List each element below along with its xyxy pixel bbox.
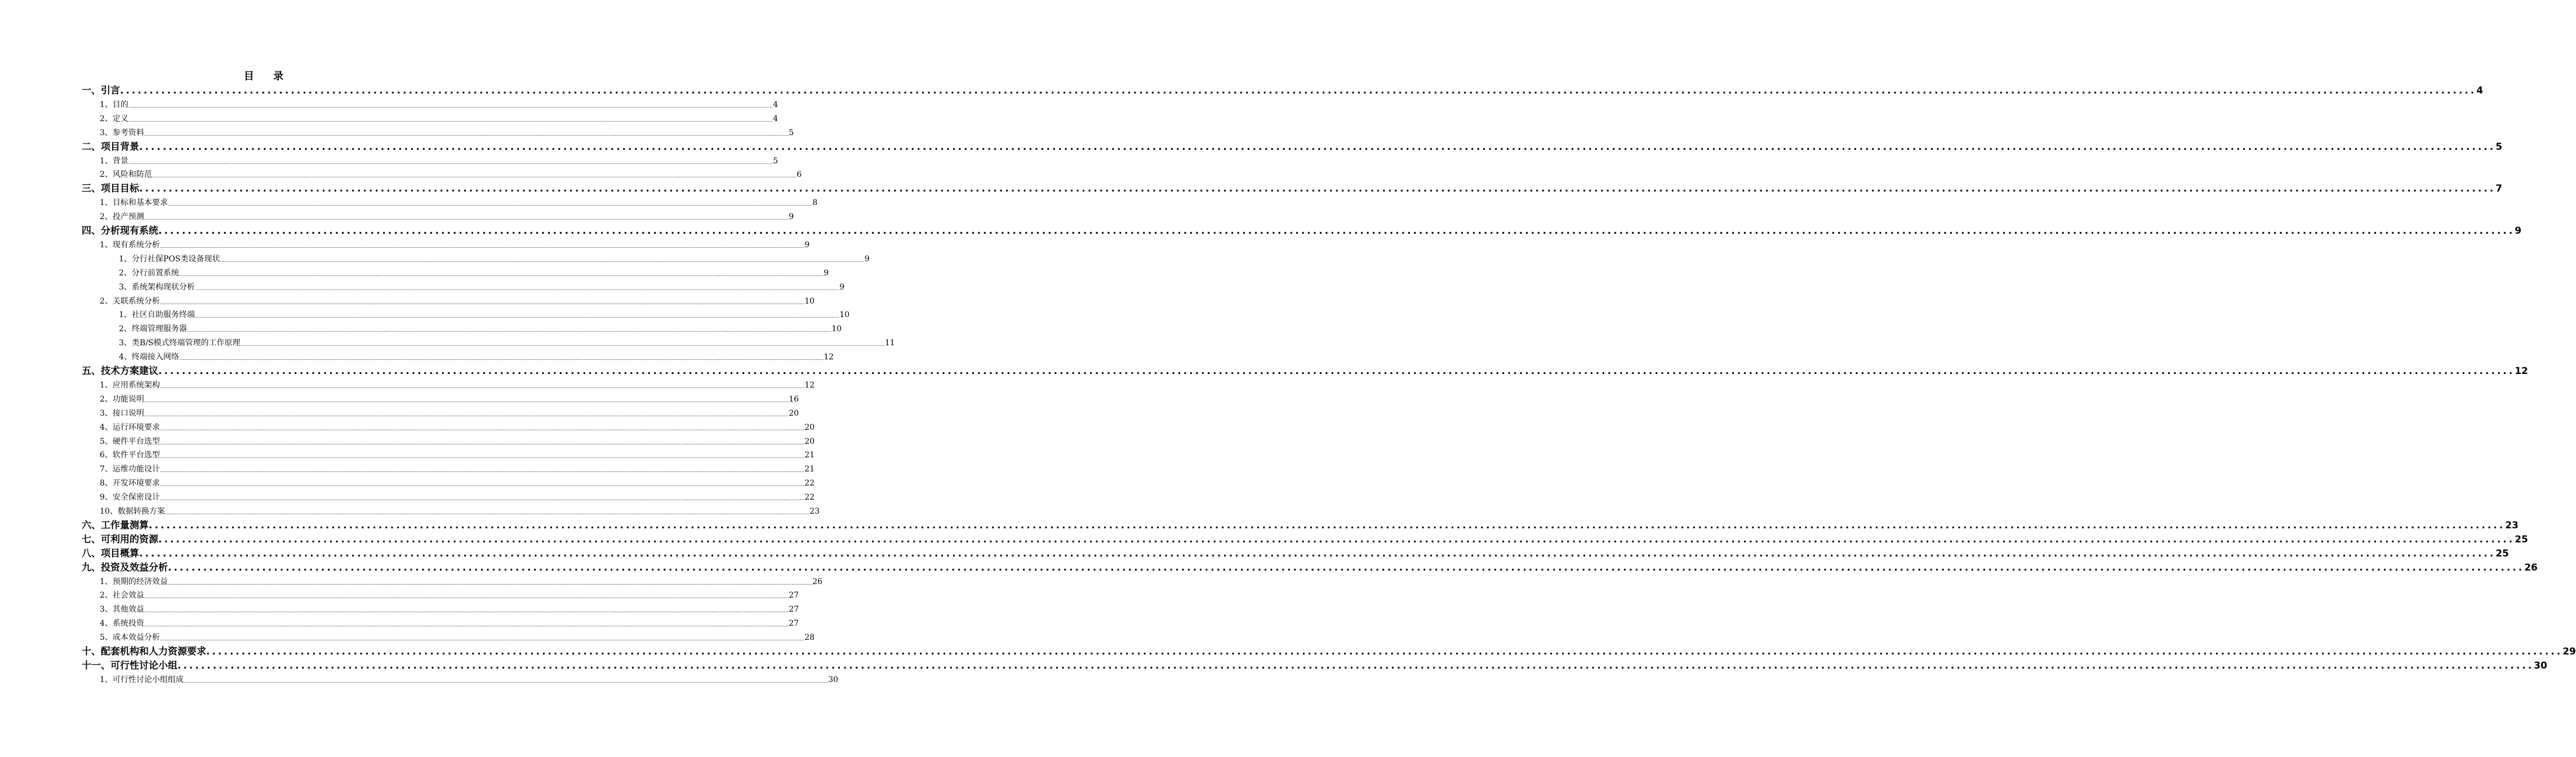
toc-entry-page: 12 [2515, 366, 2528, 377]
toc-entry-page: 28 [804, 633, 815, 642]
toc-entry-page: 22 [804, 493, 815, 502]
toc-leader-dots: ................................................................................................................................................................................................................................................................................................................................................................................................................ [158, 534, 2515, 545]
toc-entry-label: 1、目的 [100, 100, 128, 109]
toc-entry-page: 25 [2495, 548, 2509, 559]
toc-entry[interactable] [100, 462, 815, 477]
toc-entry-label: 十、配套机构和人力资源要求 [82, 646, 206, 657]
toc-entry[interactable] [100, 379, 815, 393]
toc-leader-dots: ................................................................................................................................................................................................................................................................................................................................................................................................................ [159, 426, 805, 432]
toc-leader-dots: ................................................................................................................................................................................................................................................................................................................................................................................................................ [158, 225, 2515, 237]
toc-entry-label: 1、预期的经济效益 [100, 577, 168, 586]
toc-entry-page: 30 [2534, 660, 2547, 671]
toc-entry-page: 9 [864, 255, 870, 264]
toc-leader-dots: ................................................................................................................................................................................................................................................................................................................................................................................................................ [159, 496, 805, 502]
toc-entry[interactable] [82, 659, 2547, 673]
toc-leader-dots: ................................................................................................................................................................................................................................................................................................................................................................................................................ [220, 258, 865, 264]
toc-entry-page: 12 [824, 353, 834, 362]
toc-leader-dots: ................................................................................................................................................................................................................................................................................................................................................................................................................ [206, 646, 2563, 657]
toc-leader-dots: ................................................................................................................................................................................................................................................................................................................................................................................................................ [159, 468, 805, 474]
toc-entry[interactable] [100, 393, 799, 407]
toc-entry[interactable] [100, 603, 799, 617]
toc-entry[interactable] [100, 589, 799, 603]
toc-leader-dots: ................................................................................................................................................................................................................................................................................................................................................................................................................ [159, 482, 805, 488]
toc-leader-dots: ................................................................................................................................................................................................................................................................................................................................................................................................................ [179, 356, 824, 362]
toc-leader-dots: ................................................................................................................................................................................................................................................................................................................................................................................................................ [144, 608, 789, 614]
toc-entry-page: 4 [773, 100, 778, 109]
toc-leader-dots: ................................................................................................................................................................................................................................................................................................................................................................................................................ [159, 440, 805, 446]
toc-entry[interactable] [82, 84, 2484, 98]
toc-entry-page: 23 [809, 507, 820, 516]
toc-entry[interactable] [82, 140, 2503, 154]
toc-entry-page: 25 [2515, 534, 2528, 545]
toc-entry-page: 29 [2562, 646, 2576, 657]
toc-entry-page: 9 [824, 269, 829, 278]
toc-entry-label: 3、系统架构现状分析 [119, 283, 195, 292]
toc-entry[interactable] [100, 477, 815, 491]
toc-leader-dots: ................................................................................................................................................................................................................................................................................................................................................................................................................ [186, 328, 832, 333]
toc-entry-label: 八、项目概算 [82, 548, 139, 559]
toc-leader-dots: ................................................................................................................................................................................................................................................................................................................................................................................................................ [144, 132, 789, 137]
toc-entry-label: 1、现有系统分析 [100, 241, 160, 250]
toc-leader-dots: ................................................................................................................................................................................................................................................................................................................................................................................................................ [144, 412, 789, 418]
toc-leader-dots: ................................................................................................................................................................................................................................................................................................................................................................................................................ [159, 300, 805, 306]
toc-entry-label: 4、运行环境要求 [100, 423, 160, 432]
toc-entry-label: 3、类B/S模式终端管理的工作原理 [119, 339, 241, 348]
toc-entry-label: 九、投资及效益分析 [82, 562, 168, 573]
toc-entry[interactable] [82, 519, 2519, 533]
toc-leader-dots: ................................................................................................................................................................................................................................................................................................................................................................................................................ [167, 581, 813, 586]
toc-entry-label: 1、分行社保POS类设备现状 [119, 255, 220, 264]
toc-leader-dots: ................................................................................................................................................................................................................................................................................................................................................................................................................ [128, 104, 773, 109]
toc-entry-label: 4、终端接入网络 [119, 353, 179, 362]
toc-entry-page: 27 [789, 619, 799, 628]
toc-leader-dots: ................................................................................................................................................................................................................................................................................................................................................................................................................ [158, 366, 2515, 377]
toc-entry[interactable] [100, 154, 778, 168]
toc-entry[interactable] [100, 673, 839, 687]
toc-entry[interactable] [100, 575, 823, 589]
toc-entry-page: 9 [839, 283, 845, 292]
toc-leader-dots: ................................................................................................................................................................................................................................................................................................................................................................................................................ [149, 520, 2506, 531]
toc-entry-page: 26 [812, 577, 823, 586]
toc-entry-page: 21 [804, 451, 815, 460]
toc-entry-page: 22 [804, 479, 815, 488]
toc-leader-dots: ................................................................................................................................................................................................................................................................................................................................................................................................................ [152, 173, 797, 179]
toc-entry[interactable] [100, 631, 815, 645]
toc-entry-label: 5、成本效益分析 [100, 633, 160, 642]
toc-entry[interactable] [100, 505, 820, 519]
toc-entry-page: 5 [773, 157, 778, 166]
toc-entry-page: 20 [804, 423, 815, 432]
toc-entry[interactable] [82, 364, 2528, 379]
toc-leader-dots: ................................................................................................................................................................................................................................................................................................................................................................................................................ [183, 679, 829, 684]
toc-entry[interactable] [100, 126, 794, 140]
toc-entry-label: 1、目标和基本要求 [100, 198, 168, 207]
toc-entry[interactable] [100, 435, 815, 449]
toc-entry[interactable] [100, 112, 778, 126]
toc-entry[interactable] [100, 407, 799, 421]
toc-entry-page: 4 [773, 114, 778, 123]
toc-entry-label: 2、终端管理服务器 [119, 324, 187, 333]
toc-entry-label: 2、风险和防范 [100, 170, 152, 179]
toc-entry[interactable] [119, 322, 842, 336]
toc-entry-page: 20 [789, 409, 799, 418]
toc-entry-label: 3、接口说明 [100, 409, 144, 418]
toc-entry-page: 9 [789, 212, 794, 221]
toc-entry-page: 21 [804, 465, 815, 474]
toc-entry-label: 1、可行性讨论小组组成 [100, 675, 184, 684]
toc-entry[interactable] [119, 252, 870, 266]
toc-entry-label: 1、社区自助服务终端 [119, 310, 195, 319]
toc-entry-label: 三、项目目标 [82, 183, 139, 194]
toc-leader-dots: ................................................................................................................................................................................................................................................................................................................................................................................................................ [167, 202, 813, 207]
toc-entry-page: 10 [831, 324, 842, 333]
toc-entry-label: 7、运维功能设计 [100, 465, 160, 474]
toc-entry[interactable] [100, 238, 810, 252]
toc-leader-dots: ................................................................................................................................................................................................................................................................................................................................................................................................................ [179, 272, 824, 278]
toc-entry-label: 一、引言 [82, 85, 120, 96]
toc-leader-dots: ................................................................................................................................................................................................................................................................................................................................................................................................................ [159, 384, 805, 390]
toc-entry-page: 20 [804, 437, 815, 446]
toc-leader-dots: ................................................................................................................................................................................................................................................................................................................................................................................................................ [177, 660, 2534, 671]
toc-leader-dots: ................................................................................................................................................................................................................................................................................................................................................................................................................ [144, 594, 789, 600]
toc-entry-label: 七、可利用的资源 [82, 534, 158, 545]
toc-entry[interactable] [100, 491, 815, 505]
toc-leader-dots: ................................................................................................................................................................................................................................................................................................................................................................................................................ [159, 636, 805, 642]
toc-leader-dots: ................................................................................................................................................................................................................................................................................................................................................................................................................ [144, 398, 789, 404]
toc-entry-page: 16 [789, 395, 799, 404]
toc-entry[interactable] [82, 182, 2503, 196]
toc-entry[interactable] [82, 533, 2528, 547]
toc-entry[interactable] [119, 266, 829, 280]
toc-entry-label: 8、开发环境要求 [100, 479, 160, 488]
toc-entry-page: 7 [2495, 183, 2503, 194]
toc-entry-page: 4 [2476, 85, 2484, 96]
toc-entry-label: 2、功能说明 [100, 395, 144, 404]
toc-leader-dots: ................................................................................................................................................................................................................................................................................................................................................................................................................ [139, 141, 2496, 153]
toc-entry-page: 10 [804, 297, 815, 306]
toc-entry-page: 8 [812, 198, 818, 207]
toc-entry-page: 5 [789, 128, 794, 137]
toc-entry[interactable] [119, 280, 845, 295]
toc-entry-page: 27 [789, 591, 799, 600]
toc-entry-page: 27 [789, 605, 799, 614]
toc-entry-label: 2、分行前置系统 [119, 269, 179, 278]
toc-entry[interactable] [100, 448, 815, 462]
toc-leader-dots: ................................................................................................................................................................................................................................................................................................................................................................................................................ [194, 286, 840, 292]
toc-entry-page: 26 [2524, 562, 2538, 573]
toc-entry[interactable] [82, 561, 2538, 575]
toc-entry-label: 二、项目背景 [82, 141, 139, 153]
toc-entry[interactable] [82, 224, 2522, 238]
toc-leader-dots: ................................................................................................................................................................................................................................................................................................................................................................................................................ [159, 454, 805, 460]
toc-entry-label: 9、安全保密设计 [100, 493, 160, 502]
toc-entry-label: 2、社会效益 [100, 591, 144, 600]
toc-entry[interactable] [119, 308, 850, 322]
toc-entry-label: 5、硬件平台选型 [100, 437, 160, 446]
toc-entry-page: 10 [839, 310, 850, 319]
toc-leader-dots: ................................................................................................................................................................................................................................................................................................................................................................................................................ [144, 622, 789, 628]
toc-leader-dots: ................................................................................................................................................................................................................................................................................................................................................................................................................ [159, 244, 805, 250]
toc-leader-dots: ................................................................................................................................................................................................................................................................................................................................................................................................................ [139, 183, 2496, 194]
toc-leader-dots: ................................................................................................................................................................................................................................................................................................................................................................................................................ [120, 85, 2477, 96]
toc-entry[interactable] [82, 645, 2576, 659]
toc-entry[interactable] [82, 547, 2509, 561]
toc-leader-dots: ................................................................................................................................................................................................................................................................................................................................................................................................................ [240, 342, 885, 348]
toc-entry-label: 1、应用系统架构 [100, 381, 160, 390]
toc-leader-dots: ................................................................................................................................................................................................................................................................................................................................................................................................................ [139, 548, 2496, 559]
toc-entry-label: 2、定义 [100, 114, 128, 123]
toc-leader-dots: ................................................................................................................................................................................................................................................................................................................................................................................................................ [128, 160, 773, 166]
toc-entry-page: 30 [828, 675, 839, 684]
toc-entry-label: 6、软件平台选型 [100, 451, 160, 460]
toc-entry[interactable] [100, 295, 815, 309]
toc-entry-page: 5 [2495, 141, 2503, 153]
toc-entry[interactable] [119, 336, 895, 350]
toc-entry-label: 4、系统投资 [100, 619, 144, 628]
toc-entry-page: 12 [804, 381, 815, 390]
toc-leader-dots: ................................................................................................................................................................................................................................................................................................................................................................................................................ [128, 118, 773, 123]
toc-entry-label: 十一、可行性讨论小组 [82, 660, 177, 671]
toc-leader-dots: ................................................................................................................................................................................................................................................................................................................................................................................................................ [168, 562, 2525, 573]
toc-entry[interactable] [100, 617, 799, 631]
toc-entry-page: 11 [884, 339, 895, 348]
toc-entry[interactable] [100, 98, 778, 112]
toc-entry-page: 6 [797, 170, 802, 179]
toc-leader-dots: ................................................................................................................................................................................................................................................................................................................................................................................................................ [194, 314, 840, 319]
toc-entry-label: 3、参考资料 [100, 128, 144, 137]
toc-entry-page: 9 [804, 241, 810, 250]
toc-entry-page: 9 [2515, 225, 2522, 237]
toc-entry-page: 23 [2505, 520, 2519, 531]
toc-entry[interactable] [100, 168, 802, 182]
toc-entry-label: 10、数据转换方案 [100, 507, 165, 516]
toc-entry-label: 3、其他效益 [100, 605, 144, 614]
toc-entry[interactable] [119, 350, 834, 364]
toc-entry-label: 1、背景 [100, 157, 128, 166]
toc-leader-dots: ................................................................................................................................................................................................................................................................................................................................................................................................................ [164, 510, 810, 516]
toc-title: 目 录 [243, 70, 292, 82]
toc-entry-label: 五、技术方案建议 [82, 366, 158, 377]
toc-entry-label: 六、工作量测算 [82, 520, 149, 531]
toc-entry-label: 2、投产预测 [100, 212, 144, 221]
toc-entry[interactable] [100, 421, 815, 435]
toc-entry-label: 2、关联系统分析 [100, 297, 160, 306]
toc-entry[interactable] [100, 210, 794, 224]
toc-entry-label: 四、分析现有系统 [82, 225, 158, 237]
toc-entry[interactable] [100, 196, 818, 210]
toc-leader-dots: ................................................................................................................................................................................................................................................................................................................................................................................................................ [144, 216, 789, 221]
